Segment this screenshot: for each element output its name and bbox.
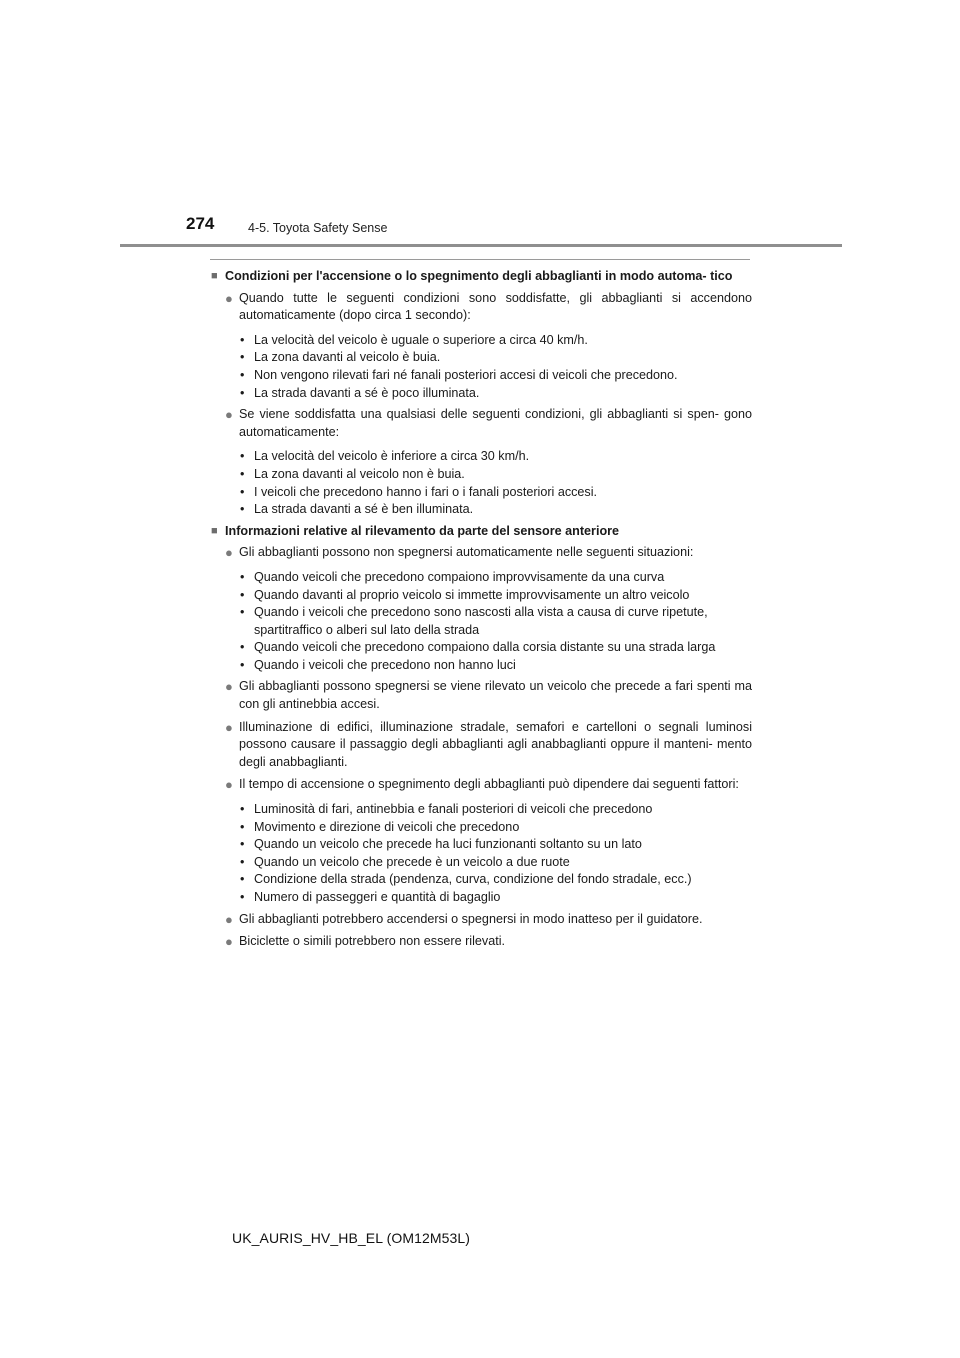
list-item: • La strada davanti a sé è ben illuminata. — [239, 501, 752, 519]
list-item: • Numero di passeggeri e quantità di bagaglio — [239, 889, 752, 907]
circle-bullet-icon: ● — [225, 407, 233, 423]
list-item: • La zona davanti al veicolo è buia. — [239, 349, 752, 367]
square-bullet-icon: ■ — [211, 524, 218, 537]
item-text: Biciclette o simili potrebbero non essere rilevati. — [239, 934, 505, 949]
circle-item — [225, 911, 752, 929]
dot-bullet-icon: • — [240, 484, 245, 499]
dot-bullet-icon: • — [240, 837, 245, 852]
circle-bullet-icon: ● — [225, 777, 233, 793]
circle-bullet-icon: ● — [225, 934, 233, 950]
dot-bullet-icon: • — [240, 350, 245, 365]
list-item: • Quando davanti al proprio veicolo si immette improvvisamente un altro veicolo — [239, 587, 752, 605]
list-item: • Quando i veicoli che precedono sono nascosti alla vista a causa di curve ripetute, spartitraffico o alberi sul lato della strada — [239, 604, 752, 639]
circle-bullet-icon: ● — [225, 290, 233, 306]
section-heading-text: Condizioni per l'accensione o lo spegnimento degli abbaglianti in modo automa- tico — [225, 269, 733, 283]
header-rule — [120, 244, 842, 247]
dot-bullet-icon: • — [240, 466, 245, 481]
dot-bullet-icon: • — [240, 449, 245, 464]
item-text: Gli abbaglianti possono non spegnersi automaticamente nelle seguenti situazioni: — [239, 545, 694, 560]
dot-bullet-icon: • — [240, 367, 245, 382]
circle-item — [225, 719, 752, 772]
list-item: • Quando un veicolo che precede ha luci funzionanti soltanto su un lato — [239, 836, 752, 854]
list-item: • I veicoli che precedono hanno i fari o i fanali posteriori accesi. — [239, 484, 752, 502]
dot-bullet-icon: • — [240, 854, 245, 869]
bullet-list — [239, 332, 752, 402]
item-text: Se viene soddisfatta una qualsiasi delle seguenti condizioni, gli abbaglianti si spen- gono automaticamente: — [239, 407, 752, 439]
section-heading-text: Informazioni relative al rilevamento da parte del sensore anteriore — [225, 523, 620, 538]
list-item: • Quando un veicolo che precede è un veicolo a due ruote — [239, 854, 752, 872]
list-item: • Movimento e direzione di veicoli che precedono — [239, 819, 752, 837]
item-text: Il tempo di accensione o spegnimento degli abbaglianti può dipendere dai seguenti fattori: — [239, 777, 739, 792]
circle-item — [225, 406, 752, 441]
dot-bullet-icon: • — [240, 890, 245, 904]
dot-bullet-icon: • — [240, 640, 245, 655]
list-item: • La velocità del veicolo è uguale o superiore a circa 40 km/h. — [239, 332, 752, 350]
section-heading — [211, 268, 752, 286]
circle-bullet-icon: ● — [225, 679, 233, 695]
item-text: Gli abbaglianti potrebbero accendersi o spegnersi in modo inatteso per il guidatore. — [239, 911, 703, 926]
dot-bullet-icon: • — [240, 605, 245, 620]
list-item: • La zona davanti al veicolo non è buia. — [239, 466, 752, 484]
list-item: • La velocità del veicolo è inferiore a circa 30 km/h. — [239, 448, 752, 466]
list-item: • Luminosità di fari, antinebbia e fanali posteriori di veicoli che precedono — [239, 801, 752, 819]
square-bullet-icon: ■ — [211, 270, 218, 282]
circle-item — [225, 544, 752, 562]
content-rule — [210, 259, 750, 260]
item-text: Quando tutte le seguenti condizioni sono soddisfatte, gli abbaglianti si accendono automaticamente (dopo circa 1 secondo): — [239, 290, 752, 323]
item-text: Illuminazione di edifici, illuminazione stradale, semafori e cartelloni o segnali luminosi possono causare il passaggio degli abbaglianti agli anabbaglianti oppure il manteni- mento degli anabbaglianti. — [239, 719, 752, 769]
list-item: • Non vengono rilevati fari né fanali posteriori accesi di veicoli che precedono. — [239, 367, 752, 385]
dot-bullet-icon: • — [240, 819, 245, 834]
list-item: • Condizione della strada (pendenza, curva, condizione del fondo stradale, ecc.) — [239, 871, 752, 889]
list-item: • Quando veicoli che precedono compaiono improvvisamente da una curva — [239, 569, 752, 587]
section-title: 4-5. Toyota Safety Sense — [248, 221, 388, 235]
dot-bullet-icon: • — [240, 872, 245, 887]
circle-bullet-icon: ● — [225, 719, 233, 735]
dot-bullet-icon: • — [240, 385, 245, 400]
dot-bullet-icon: • — [240, 802, 245, 817]
bullet-list — [239, 569, 752, 675]
circle-bullet-icon: ● — [225, 911, 233, 927]
circle-item — [225, 776, 752, 794]
list-item: • La strada davanti a sé è poco illuminata. — [239, 385, 752, 403]
section-heading — [211, 523, 752, 541]
document-code: UK_AURIS_HV_HB_EL (OM12M53L) — [232, 1230, 471, 1246]
page-number: 274 — [186, 214, 215, 233]
bullet-list — [239, 801, 752, 907]
circle-item — [225, 933, 752, 951]
dot-bullet-icon: • — [240, 587, 245, 602]
dot-bullet-icon: • — [240, 569, 245, 584]
dot-bullet-icon: • — [240, 332, 245, 347]
page-content — [211, 268, 752, 956]
dot-bullet-icon: • — [240, 502, 245, 517]
bullet-list — [239, 448, 752, 518]
dot-bullet-icon: • — [240, 657, 245, 672]
item-text: Gli abbaglianti possono spegnersi se viene rilevato un veicolo che precede a fari spenti ma con gli antinebbia accesi. — [239, 679, 752, 712]
list-item: • Quando i veicoli che precedono non hanno luci — [239, 657, 752, 675]
circle-bullet-icon: ● — [225, 545, 233, 561]
circle-item — [225, 290, 752, 325]
list-item: • Quando veicoli che precedono compaiono dalla corsia distante su una strada larga — [239, 639, 752, 657]
circle-item — [225, 678, 752, 713]
